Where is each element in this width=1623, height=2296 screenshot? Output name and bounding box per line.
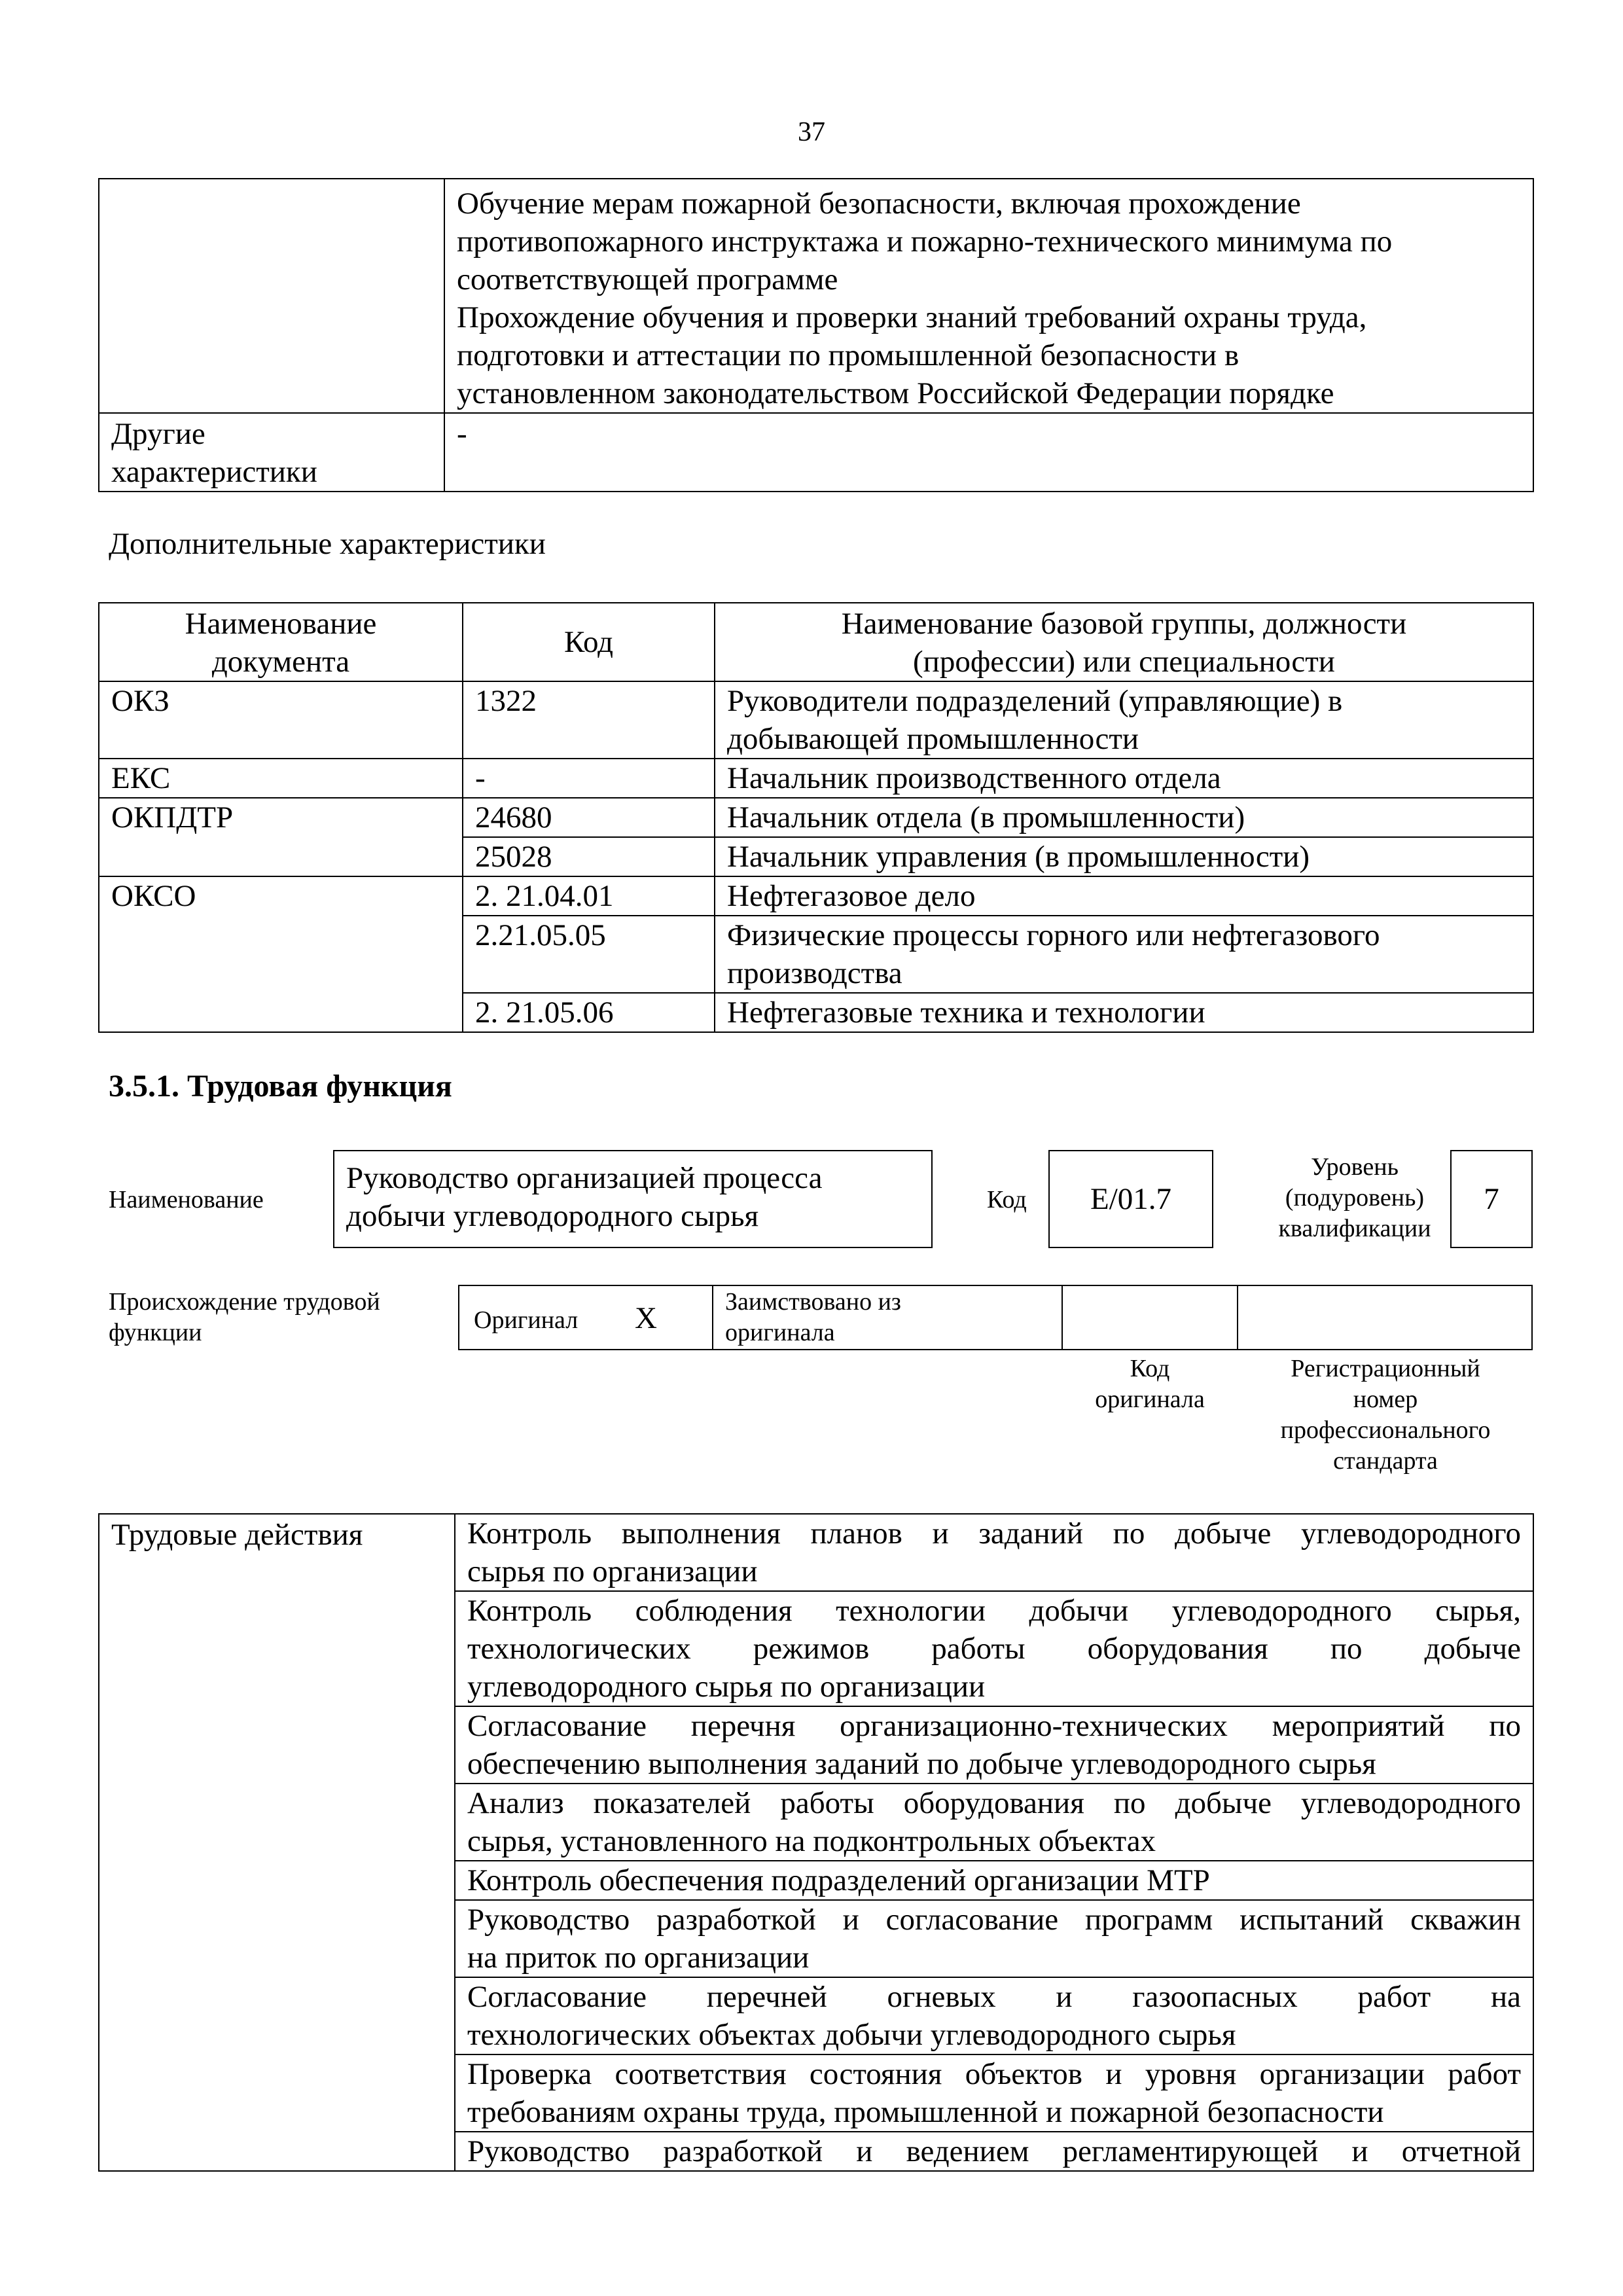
level-label (1230, 1152, 1479, 1244)
other-characteristics-value: - (444, 413, 1533, 492)
action-item (455, 1900, 1533, 1977)
name-label: Наименование (109, 1186, 264, 1213)
label-line: Другие (111, 417, 205, 451)
additional-title: Дополнительные характеристики (109, 527, 546, 561)
actions-label: Трудовые действия (99, 1514, 455, 2171)
row-doc: ОКСО (99, 876, 463, 1032)
header-code: Код (463, 603, 715, 681)
level-label-line: (подуровень) (1285, 1184, 1425, 1211)
additional-table (98, 602, 1534, 1033)
action-line: требованиям охраны труда, промышленной и пожарной безопасности (467, 2095, 1384, 2129)
action-line: Проверка соответствия состояния объектов и уровня организации работ (467, 2057, 1521, 2091)
row-code: 1322 (463, 681, 715, 759)
action-line: на приток по организации (467, 1941, 810, 1975)
divider (1237, 1285, 1238, 1350)
action-line: Руководство разработкой и ведением регламентирующей и отчетной (467, 2134, 1521, 2168)
name-line: Руководители подразделений (управляющие) в (727, 684, 1343, 718)
text-line: установленном законодательством Российской Федерации порядке (457, 376, 1334, 410)
row-code: 24680 (463, 798, 715, 837)
origin-label-line: функции (109, 1319, 202, 1346)
continuation-table (98, 178, 1534, 492)
row-code: 2. 21.04.01 (463, 876, 715, 916)
borrowed-label-line: Заимствовано из (725, 1288, 901, 1316)
section-title: 3.5.1. Трудовая функция (109, 1069, 452, 1103)
action-line: технологических объектах добычи углеводородного сырья (467, 2018, 1236, 2052)
action-item (455, 1514, 1533, 1591)
action-line: Контроль соблюдения технологии добычи углеводородного сырья, (467, 1594, 1521, 1628)
original-mark: X (635, 1301, 657, 1335)
action-item (455, 1591, 1533, 1706)
text-line: Прохождение обучения и проверки знаний требований охраны труда, (457, 300, 1367, 334)
other-characteristics-label (99, 413, 444, 492)
code-value-box: E/01.7 (1048, 1150, 1213, 1248)
reg-number-caption (1238, 1354, 1533, 1477)
name-line: Физические процессы горного или нефтегазового (727, 918, 1380, 952)
action-line: Анализ показателей работы оборудования по добыче углеводородного (467, 1786, 1521, 1820)
caption-line: номер (1353, 1386, 1418, 1413)
header-line: Наименование базовой группы, должности (841, 607, 1407, 641)
caption-line: оригинала (1095, 1386, 1205, 1413)
origin-table (458, 1285, 1533, 1350)
function-name-box (333, 1150, 933, 1248)
page-number: 37 (798, 117, 825, 147)
level-label-line: Уровень (1311, 1153, 1399, 1181)
action-item (455, 2132, 1533, 2171)
row-doc: ЕКС (99, 759, 463, 798)
original-label: Оригинал (474, 1306, 579, 1334)
row-code: 25028 (463, 837, 715, 876)
text-line: противопожарного инструктажа и пожарно-технического минимума по (457, 224, 1393, 259)
action-line: Согласование перечня организационно-технических мероприятий по (467, 1709, 1521, 1743)
row-code: 2.21.05.05 (463, 916, 715, 993)
action-line: Контроль выполнения планов и заданий по добыче углеводородного (467, 1516, 1521, 1551)
action-item (455, 1706, 1533, 1784)
action-line: сырья, установленного на подконтрольных объектах (467, 1824, 1156, 1858)
level-value-box: 7 (1450, 1150, 1533, 1248)
borrowed-label-line: оригинала (725, 1319, 835, 1346)
action-item: Контроль обеспечения подразделений организации МТР (455, 1861, 1533, 1900)
row-name: Нефтегазовые техника и технологии (715, 993, 1533, 1032)
action-item (455, 2054, 1533, 2132)
row-doc: ОКЗ (99, 681, 463, 759)
action-item (455, 1784, 1533, 1861)
caption-line: Код (1130, 1355, 1170, 1382)
header-line: Наименование (185, 607, 377, 641)
action-line: углеводородного сырья по организации (467, 1670, 986, 1704)
row-doc: ОКПДТР (99, 798, 463, 876)
text-line: соответствующей программе (457, 262, 838, 296)
row-name (715, 681, 1533, 759)
divider (712, 1285, 713, 1350)
function-name-line: Руководство организацией процесса (346, 1161, 823, 1195)
header-line: (профессии) или специальности (913, 645, 1335, 679)
action-line: Руководство разработкой и согласование программ испытаний скважин (467, 1903, 1521, 1937)
requirements-cell (444, 179, 1533, 413)
header-document (99, 603, 463, 681)
code-original-caption (1063, 1354, 1237, 1415)
action-line: обеспечению выполнения заданий по добыче углеводородного сырья (467, 1747, 1376, 1781)
text-line: Обучение мерам пожарной безопасности, включая прохождение (457, 187, 1301, 221)
caption-line: стандарта (1333, 1447, 1438, 1475)
actions-table (98, 1513, 1534, 2172)
borrowed-label (725, 1287, 901, 1348)
action-line: Согласование перечней огневых и газоопасных работ на (467, 1980, 1521, 2014)
caption-line: профессионального (1280, 1416, 1491, 1444)
name-line: производства (727, 956, 902, 990)
row-name: Начальник управления (в промышленности) (715, 837, 1533, 876)
caption-line: Регистрационный (1291, 1355, 1480, 1382)
divider (1061, 1285, 1063, 1350)
row-code: 2. 21.05.06 (463, 993, 715, 1032)
row-name: Нефтегазовое дело (715, 876, 1533, 916)
label-line: характеристики (111, 455, 317, 489)
row-name: Начальник отдела (в промышленности) (715, 798, 1533, 837)
action-item (455, 1977, 1533, 2054)
row-code: - (463, 759, 715, 798)
header-line: документа (211, 645, 350, 679)
name-line: добывающей промышленности (727, 722, 1139, 756)
row-name: Начальник производственного отдела (715, 759, 1533, 798)
row-name (715, 916, 1533, 993)
action-line: сырья по организации (467, 1554, 758, 1588)
function-name-line: добычи углеводородного сырья (346, 1199, 759, 1233)
action-line: технологических режимов работы оборудования по добыче (467, 1632, 1521, 1666)
header-name (715, 603, 1533, 681)
text-line: подготовки и аттестации по промышленной безопасности в (457, 338, 1240, 372)
code-label: Код (987, 1186, 1027, 1213)
empty-cell (99, 179, 444, 413)
level-label-line: квалификации (1278, 1215, 1431, 1242)
origin-label (109, 1287, 380, 1348)
origin-label-line: Происхождение трудовой (109, 1288, 380, 1316)
